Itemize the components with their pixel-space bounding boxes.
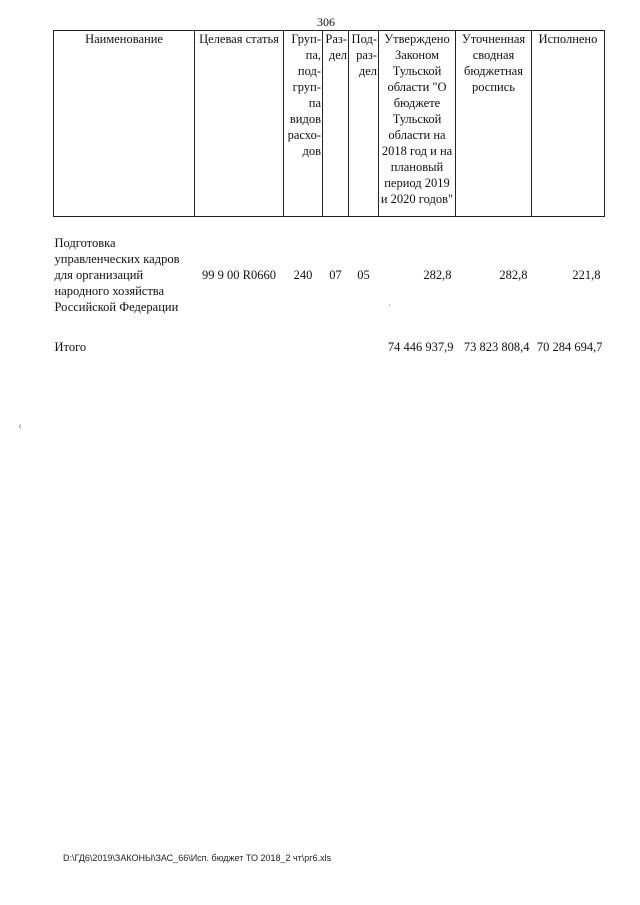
header-subsection: Под-раз-дел	[349, 31, 379, 217]
header-approved: Утверждено Законом Тульской области "О бюджете Тульской области на 2018 год и на плановый период 2019 и 2020 годов"	[379, 31, 456, 217]
row-target-article: 99 9 00 R0660	[202, 268, 276, 282]
scan-dot: ·	[388, 300, 391, 310]
budget-table	[53, 30, 605, 355]
header-refined: Уточненная сводная бюджетная роспись	[456, 31, 532, 217]
row-name: Подготовка управленческих кадров для организаций народного хозяйства Российской Федерации	[54, 236, 180, 314]
header-executed: Исполнено	[532, 31, 605, 217]
header-name: Наименование	[54, 31, 195, 217]
header-target-article: Целевая статья	[195, 31, 284, 217]
row-group: 240	[293, 268, 313, 282]
header-expense-group: Груп-па, под-груп-па видов расхо-дов	[284, 31, 323, 217]
total-refined: 73 823 808,4	[463, 340, 530, 354]
table-row	[54, 235, 605, 315]
table-header-row	[54, 31, 605, 217]
row-subsection: 05	[357, 268, 370, 282]
row-section: 07	[329, 268, 342, 282]
scan-mark: ‹	[18, 418, 22, 432]
row-refined: 282,8	[499, 268, 528, 282]
total-label: Итого	[54, 340, 87, 354]
header-section: Раз-дел	[323, 31, 349, 217]
total-executed: 70 284 694,7	[536, 340, 603, 354]
row-executed: 221,8	[572, 268, 601, 282]
total-approved: 74 446 937,9	[387, 340, 454, 354]
row-approved: 282,8	[423, 268, 452, 282]
total-row	[54, 315, 605, 355]
page-number: 306	[317, 15, 335, 29]
footer-file-path: D:\ГД6\2019\ЗАКОНЫ\ЗАС_66\Исп. бюджет ТО 2018_2 чт\рг6.xls	[63, 853, 332, 863]
